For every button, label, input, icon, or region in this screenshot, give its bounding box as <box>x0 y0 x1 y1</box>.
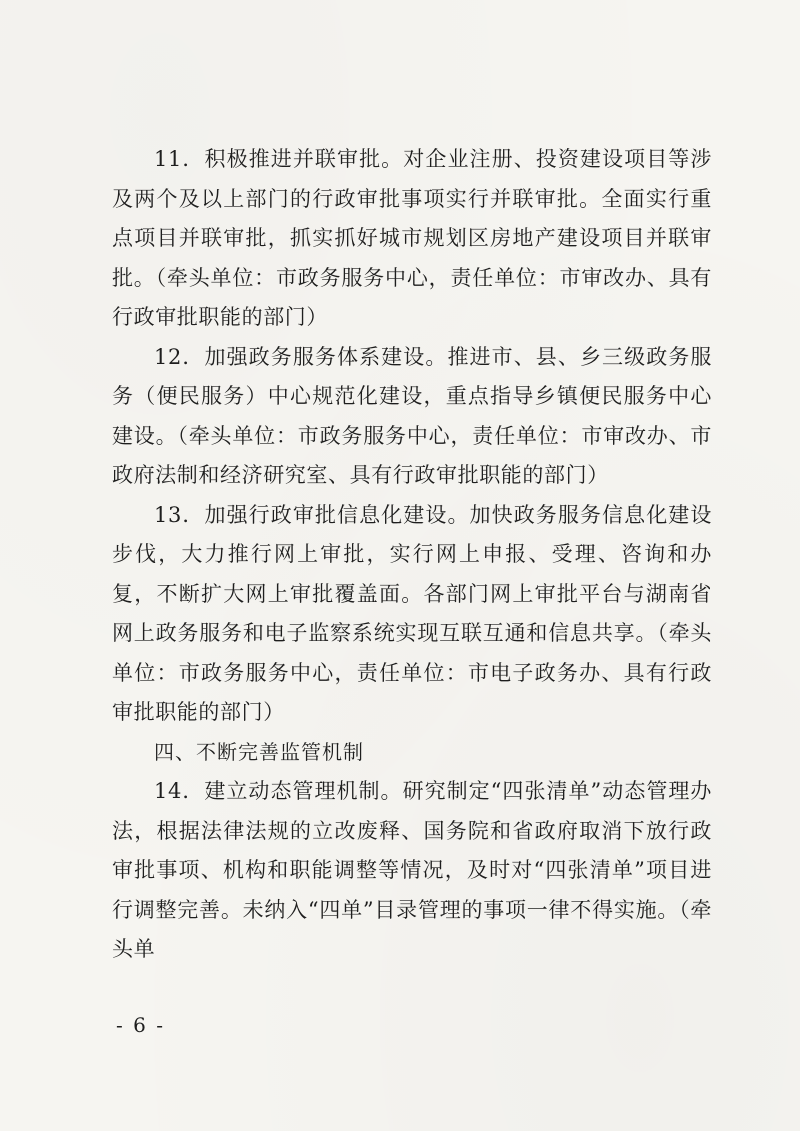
page-number: - 6 - <box>116 1013 165 1037</box>
paragraph-12: 12．加强政务服务体系建设。推进市、县、乡三级政务服务（便民服务）中心规范化建设，重点指导乡镇便民服务中心建设。（牵头单位：市政务服务中心，责任单位：市审改办、市政府法制和经济研究室、具有行政审批职能的部门） <box>112 344 712 487</box>
paragraph-14: 14．建立动态管理机制。研究制定“四张清单”动态管理办法，根据法律法规的立改废释、国务院和省政府取消下放行政审批事项、机构和职能调整等情况，及时对“四张清单”项目进行调整完善。未纳入“四单”目录管理的事项一律不得实施。（牵头单 <box>112 779 712 961</box>
section-heading: 四、不断完善监管机制 <box>154 739 364 764</box>
paragraph-11: 11．积极推进并联审批。对企业注册、投资建设项目等涉及两个及以上部门的行政审批事项实行并联审批。全面实行重点项目并联审批，抓实抓好城市规划区房地产建设项目并联审批。（牵头单位：市政务服务中心，责任单位：市审改办、具有行政审批职能的部门） <box>112 147 712 329</box>
paragraph-13: 13．加强行政审批信息化建设。加快政务服务信息化建设步伐，大力推行网上审批，实行网上申报、受理、咨询和办复，不断扩大网上审批覆盖面。各部门网上审批平台与湖南省网上政务服务和电子监察系统实现互联互通和信息共享。（牵头单位：市政务服务中心，责任单位：市电子政务办、具有行政审批职能的部门） <box>112 502 712 724</box>
document-body <box>112 140 712 970</box>
